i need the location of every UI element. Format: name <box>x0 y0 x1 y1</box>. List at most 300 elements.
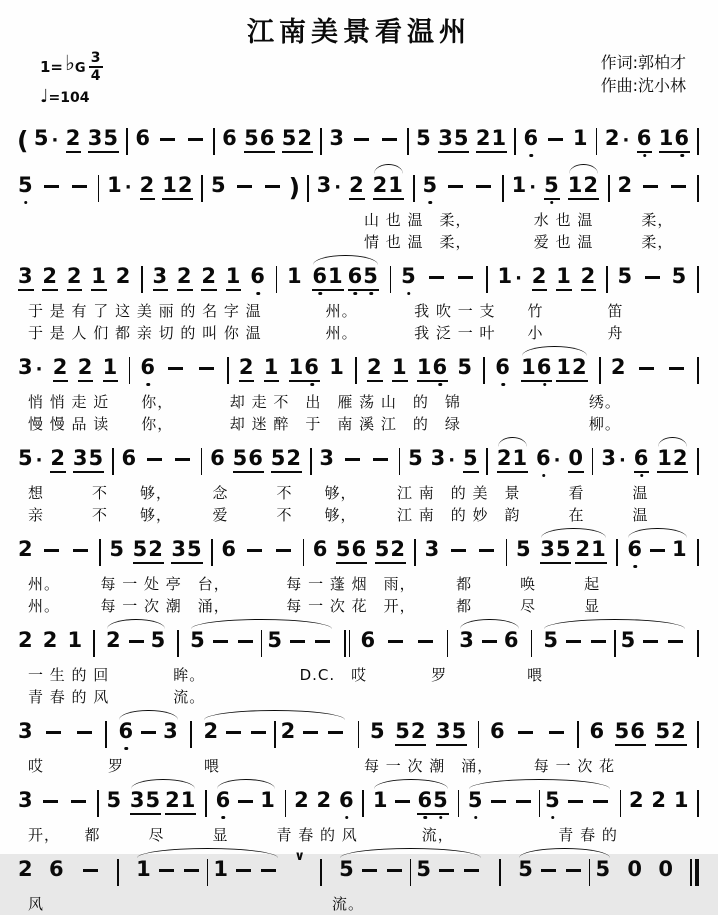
note-digit: 2 <box>106 628 122 652</box>
note-digit: 6 <box>121 446 138 470</box>
note-digit: 6 <box>304 357 320 378</box>
barline <box>697 790 699 817</box>
note-digit: 1 <box>67 628 84 652</box>
note-digit: 2 <box>390 537 406 561</box>
barline-stroke <box>362 790 364 817</box>
note-line <box>6 162 712 209</box>
duration-dash <box>199 367 214 370</box>
note <box>109 539 125 563</box>
note-line <box>6 708 712 755</box>
note-digit: 6 <box>339 790 355 811</box>
lyrics-row-1: 哎 罗 喂 每 一 次 潮 涌， 每 一 次 花 <box>28 757 616 775</box>
barline-stroke <box>98 175 100 202</box>
duration-dash <box>451 549 466 552</box>
note <box>43 630 59 654</box>
barline-stroke <box>97 790 99 817</box>
note-digit: 2 <box>610 355 627 379</box>
barline-stroke <box>190 721 192 748</box>
note-digit: 3 <box>424 537 441 561</box>
note-digit: 2 <box>349 173 365 197</box>
system-2 <box>6 162 712 253</box>
note-digit: 1 <box>657 446 673 470</box>
note-digit: 3 <box>87 126 104 150</box>
note <box>18 539 34 563</box>
note-digit: 6 <box>433 357 449 378</box>
note-digit: 6 <box>674 128 690 149</box>
score-header <box>6 49 712 115</box>
note-digit: 5 <box>270 446 287 470</box>
barline-stroke <box>320 128 322 155</box>
note-digit: 5 <box>518 857 534 881</box>
duration-dash <box>643 640 658 643</box>
note-digit: 2 <box>66 264 83 288</box>
note-digit: 6 <box>536 448 552 469</box>
note-digit: 1 <box>91 264 107 288</box>
barline-stroke <box>697 128 699 155</box>
duration-dash <box>160 138 175 141</box>
augmentation-dot: · <box>35 359 44 380</box>
note <box>233 448 264 473</box>
barline-stroke <box>358 721 360 748</box>
duration-dash <box>458 276 473 279</box>
note <box>367 357 383 382</box>
note <box>392 357 408 382</box>
note <box>18 630 34 654</box>
duration-dash <box>73 549 88 552</box>
barline <box>117 859 119 886</box>
duration-dash <box>141 731 156 734</box>
barline <box>589 859 591 886</box>
note <box>329 357 345 381</box>
note-digit: 1 <box>572 126 589 150</box>
time-beats: 3 <box>90 50 101 66</box>
note-digit: 6 <box>348 266 364 287</box>
note <box>18 175 34 199</box>
note <box>523 128 539 152</box>
note-digit: 5 <box>88 446 105 470</box>
barline <box>577 721 579 748</box>
note <box>66 128 82 153</box>
barline <box>458 790 460 817</box>
score-body <box>6 115 712 915</box>
barline <box>483 357 485 384</box>
note-digit: 1 <box>521 355 537 379</box>
low-octave-dot <box>542 474 546 478</box>
note <box>162 175 193 200</box>
note-digit: 6 <box>250 266 266 287</box>
note <box>373 790 389 814</box>
note-digit: 1 <box>136 857 152 881</box>
duration-dash <box>639 367 654 370</box>
barline <box>697 630 699 657</box>
duration-dash <box>303 731 318 734</box>
duration-dash <box>315 640 330 643</box>
lyrics-row-1: 州。 每 一 处 亭 台， 每 一 蓬 烟 雨， 都 唤 起 <box>28 575 601 593</box>
note <box>287 266 303 290</box>
slur-group <box>310 266 381 291</box>
barline-stroke <box>458 790 460 817</box>
note <box>601 448 626 473</box>
low-octave-dot <box>501 383 505 387</box>
barline-stroke <box>697 266 699 293</box>
note <box>140 357 156 381</box>
barline <box>697 128 699 155</box>
note <box>329 128 345 152</box>
note-digit: 2 <box>148 537 164 561</box>
note-digit: 6 <box>312 266 328 287</box>
barline-stroke <box>213 128 215 155</box>
duration-dash <box>175 458 190 461</box>
lyrics-row-2: 亲 不 够， 爱 不 够， 江 南 的 妙 韵 在 温 <box>28 506 649 524</box>
note <box>116 266 132 290</box>
note-digit: 5 <box>457 355 474 379</box>
barline-stroke <box>201 175 203 202</box>
slur-group <box>466 790 613 817</box>
note-digit: 6 <box>627 539 643 560</box>
note-digit: 6 <box>637 128 653 149</box>
note <box>627 859 643 883</box>
system-10 <box>6 846 712 915</box>
barline-stroke <box>620 790 622 817</box>
barline <box>320 859 322 886</box>
system-9 <box>6 777 712 846</box>
note-digit: 6 <box>216 790 232 811</box>
note-digit: 6 <box>417 790 433 811</box>
note <box>18 859 34 883</box>
note-digit: 5 <box>422 175 438 196</box>
barline <box>399 448 401 475</box>
barline <box>362 790 364 817</box>
slur-group <box>371 175 406 200</box>
note <box>50 448 66 473</box>
barline <box>697 175 699 202</box>
note <box>674 790 690 814</box>
note <box>422 175 438 199</box>
slur-group <box>116 721 180 745</box>
note-digit: 5 <box>545 790 561 811</box>
note-digit: 5 <box>374 537 391 561</box>
note-digit: 5 <box>18 446 34 470</box>
note <box>659 128 690 153</box>
note-digit: 6 <box>630 719 646 743</box>
barline-stroke <box>211 539 213 566</box>
note <box>336 539 367 564</box>
note <box>348 266 379 291</box>
note-digit: 3 <box>171 537 187 561</box>
barline-stroke <box>447 630 449 657</box>
note-digit: 1 <box>225 264 242 288</box>
note-digit: 2 <box>496 446 513 470</box>
note <box>49 859 65 883</box>
song-title: 江南美景看温州 <box>247 17 471 48</box>
lyricist-credit: 作词:郭柏才 <box>600 53 686 72</box>
note-digit: 2 <box>617 173 634 197</box>
note <box>18 448 43 473</box>
note <box>457 357 473 381</box>
note <box>339 859 355 883</box>
duration-dash <box>213 640 228 643</box>
note <box>617 266 633 290</box>
barline <box>596 128 598 155</box>
note <box>103 357 119 382</box>
note-digit: 2 <box>177 173 194 197</box>
note-digit: 5 <box>187 537 203 561</box>
note <box>425 539 441 563</box>
note-digit: 1 <box>180 788 197 812</box>
note-digit: 5 <box>671 264 688 288</box>
note-digit: 6 <box>259 126 276 150</box>
note-digit: 5 <box>335 537 352 561</box>
note-digit: 1 <box>491 126 508 150</box>
note-digit: 6 <box>312 537 329 561</box>
lyrics-row-1: 一 生 的 回 眸。 D.C. 哎 罗 喂 <box>28 666 544 684</box>
note <box>317 175 342 200</box>
duration-dash <box>593 800 608 803</box>
barline <box>410 859 412 886</box>
duration-dash <box>238 800 253 803</box>
note <box>118 721 134 745</box>
barline <box>310 448 312 475</box>
note <box>244 128 275 153</box>
barline-stroke <box>478 721 480 748</box>
note-digit: 6 <box>48 857 65 881</box>
note-digit: 5 <box>617 264 634 288</box>
slur-group <box>104 630 168 654</box>
note <box>556 357 587 382</box>
note-digit: 2 <box>575 537 592 561</box>
note <box>165 790 196 815</box>
barline <box>506 539 508 566</box>
barline-stroke <box>577 721 579 748</box>
note <box>459 630 475 654</box>
barline <box>539 790 541 817</box>
barline <box>390 266 392 293</box>
barline-stroke <box>483 357 485 384</box>
barline <box>478 721 480 748</box>
note <box>504 630 520 654</box>
duration-dash <box>188 138 203 141</box>
note-line <box>6 617 712 664</box>
note <box>621 630 637 654</box>
barline-stroke <box>589 859 591 886</box>
duration-dash <box>549 731 564 734</box>
note-digit: 1 <box>556 264 572 288</box>
note-digit: 5 <box>33 126 50 150</box>
barline-stroke <box>414 539 416 566</box>
note <box>611 357 627 381</box>
low-octave-dot <box>318 292 322 296</box>
barline-stroke <box>697 448 699 475</box>
barline <box>697 448 699 475</box>
note <box>672 266 688 290</box>
barline <box>606 266 608 293</box>
note-digit: 2 <box>316 788 333 812</box>
note <box>498 266 523 291</box>
duration-dash <box>382 138 397 141</box>
note-digit: 3 <box>129 788 146 812</box>
barline-stroke <box>499 859 501 886</box>
slur-group <box>188 630 335 657</box>
duration-dash <box>541 869 556 872</box>
note <box>438 128 469 153</box>
note-digit: 5 <box>655 719 672 743</box>
note-digit: 1 <box>260 788 276 812</box>
note <box>34 128 59 153</box>
note <box>512 175 537 200</box>
duration-dash <box>44 185 59 188</box>
augmentation-dot: · <box>529 177 538 198</box>
flat-icon: ♭ <box>65 51 75 76</box>
note-line <box>6 435 712 482</box>
barline-stroke <box>695 859 699 886</box>
note-digit: 5 <box>370 719 386 743</box>
slur-group <box>516 859 613 886</box>
lyrics-row-2: 州。 每 一 次 潮 涌， 每 一 次 花 开， 都 尽 显 <box>28 597 601 615</box>
barline <box>616 539 618 566</box>
low-octave-dot <box>222 816 226 820</box>
slur-group <box>457 630 521 654</box>
duration-dash <box>669 367 684 370</box>
duration-dash <box>362 869 377 872</box>
note <box>210 448 226 472</box>
barline-stroke <box>274 721 276 748</box>
barline <box>227 357 229 384</box>
note <box>78 357 94 382</box>
low-octave-dot <box>407 292 411 296</box>
duration-dash <box>354 138 369 141</box>
low-octave-dot <box>146 383 150 387</box>
note-digit: 1 <box>672 537 688 561</box>
augmentation-dot: · <box>35 450 44 471</box>
note <box>672 539 688 563</box>
note-digit: 6 <box>248 446 264 470</box>
note-digit: 5 <box>106 788 123 812</box>
note-digit: 1 <box>329 355 345 379</box>
note-digit: 2 <box>297 126 314 150</box>
note-digit: 2 <box>65 126 82 150</box>
barline-stroke <box>207 859 209 886</box>
note-digit: 2 <box>372 173 389 197</box>
note <box>260 790 276 814</box>
duration-dash <box>247 549 262 552</box>
low-octave-dot <box>256 292 260 296</box>
note-digit: 2 <box>572 355 588 379</box>
low-octave-dot <box>310 383 314 387</box>
barline-stroke <box>606 266 608 293</box>
note-digit: 2 <box>18 628 34 652</box>
barline-stroke <box>599 357 601 384</box>
barline-stroke <box>355 357 357 384</box>
barline <box>614 630 616 657</box>
tempo-value: =104 <box>48 89 90 106</box>
low-octave-dot <box>24 201 28 205</box>
duration-dash <box>72 185 87 188</box>
note-digit: 2 <box>367 355 383 379</box>
final-barline <box>690 859 699 886</box>
barline-stroke <box>129 357 131 384</box>
note <box>68 630 84 654</box>
note-digit: 3 <box>18 719 34 743</box>
note-digit: 1 <box>673 788 690 812</box>
duration-dash <box>491 800 506 803</box>
lyrics-row-1: 悄 悄 走 近 你， 却 走 不 出 雁 荡 山 的 锦 绣。 <box>28 393 621 411</box>
note <box>545 790 561 814</box>
barline-stroke <box>514 128 516 155</box>
barline-stroke <box>310 448 312 475</box>
barline-stroke <box>177 630 179 657</box>
duration-dash <box>479 549 494 552</box>
key-letter: G <box>74 60 86 76</box>
low-octave-dot <box>439 383 443 387</box>
note <box>151 630 167 654</box>
barline-stroke <box>276 266 278 293</box>
barline <box>129 357 131 384</box>
duration-dash <box>237 185 252 188</box>
barline-stroke <box>105 721 107 748</box>
note-digit: 1 <box>391 355 408 379</box>
barline-stroke <box>320 859 322 886</box>
note <box>18 790 34 814</box>
note-digit: 1 <box>107 173 123 197</box>
note <box>618 175 634 199</box>
system-1 <box>6 115 712 162</box>
barline-stroke <box>99 539 101 566</box>
barline-stroke <box>413 175 415 202</box>
note-digit: 2 <box>475 126 492 150</box>
augmentation-dot: · <box>515 268 523 289</box>
note <box>221 539 237 563</box>
note-digit: 2 <box>580 264 597 288</box>
note-digit: 3 <box>540 537 556 561</box>
barline-stroke <box>227 357 229 384</box>
note <box>543 630 559 654</box>
note-digit: 3 <box>319 446 335 470</box>
low-octave-dot <box>369 292 373 296</box>
lyrics-row-2: 慢 慢 品 读 你， 却 迷 醉 于 南 溪 江 的 绿 柳。 <box>28 415 621 433</box>
note <box>133 539 164 564</box>
note-digit: 5 <box>595 857 612 881</box>
system-8 <box>6 708 712 777</box>
barline-stroke <box>261 630 263 657</box>
note <box>18 357 43 382</box>
note <box>203 721 219 745</box>
duration-dash <box>668 640 683 643</box>
note <box>73 448 104 473</box>
lyrics-row-1: 开， 都 尽 显 青 春 的 风 流， 青 春 的 <box>28 826 618 844</box>
note-digit: 5 <box>244 126 260 150</box>
note <box>319 448 335 472</box>
barline-stroke <box>506 539 508 566</box>
low-octave-dot <box>640 474 644 478</box>
barline <box>320 128 322 155</box>
note-digit: 2 <box>651 788 668 812</box>
augmentation-dot: · <box>553 450 562 471</box>
note <box>213 859 229 883</box>
note-digit: 1 <box>213 857 229 881</box>
duration-dash <box>548 138 563 141</box>
low-octave-dot <box>354 292 358 296</box>
time-signature <box>89 51 103 83</box>
duration-dash <box>184 869 199 872</box>
note <box>136 859 152 883</box>
slur-group <box>337 859 484 886</box>
note-digit: 0 <box>658 857 674 881</box>
slur-group <box>625 539 689 563</box>
note <box>589 721 605 745</box>
barline <box>514 128 516 155</box>
low-octave-dot <box>543 383 547 387</box>
note-digit: 3 <box>436 719 452 743</box>
